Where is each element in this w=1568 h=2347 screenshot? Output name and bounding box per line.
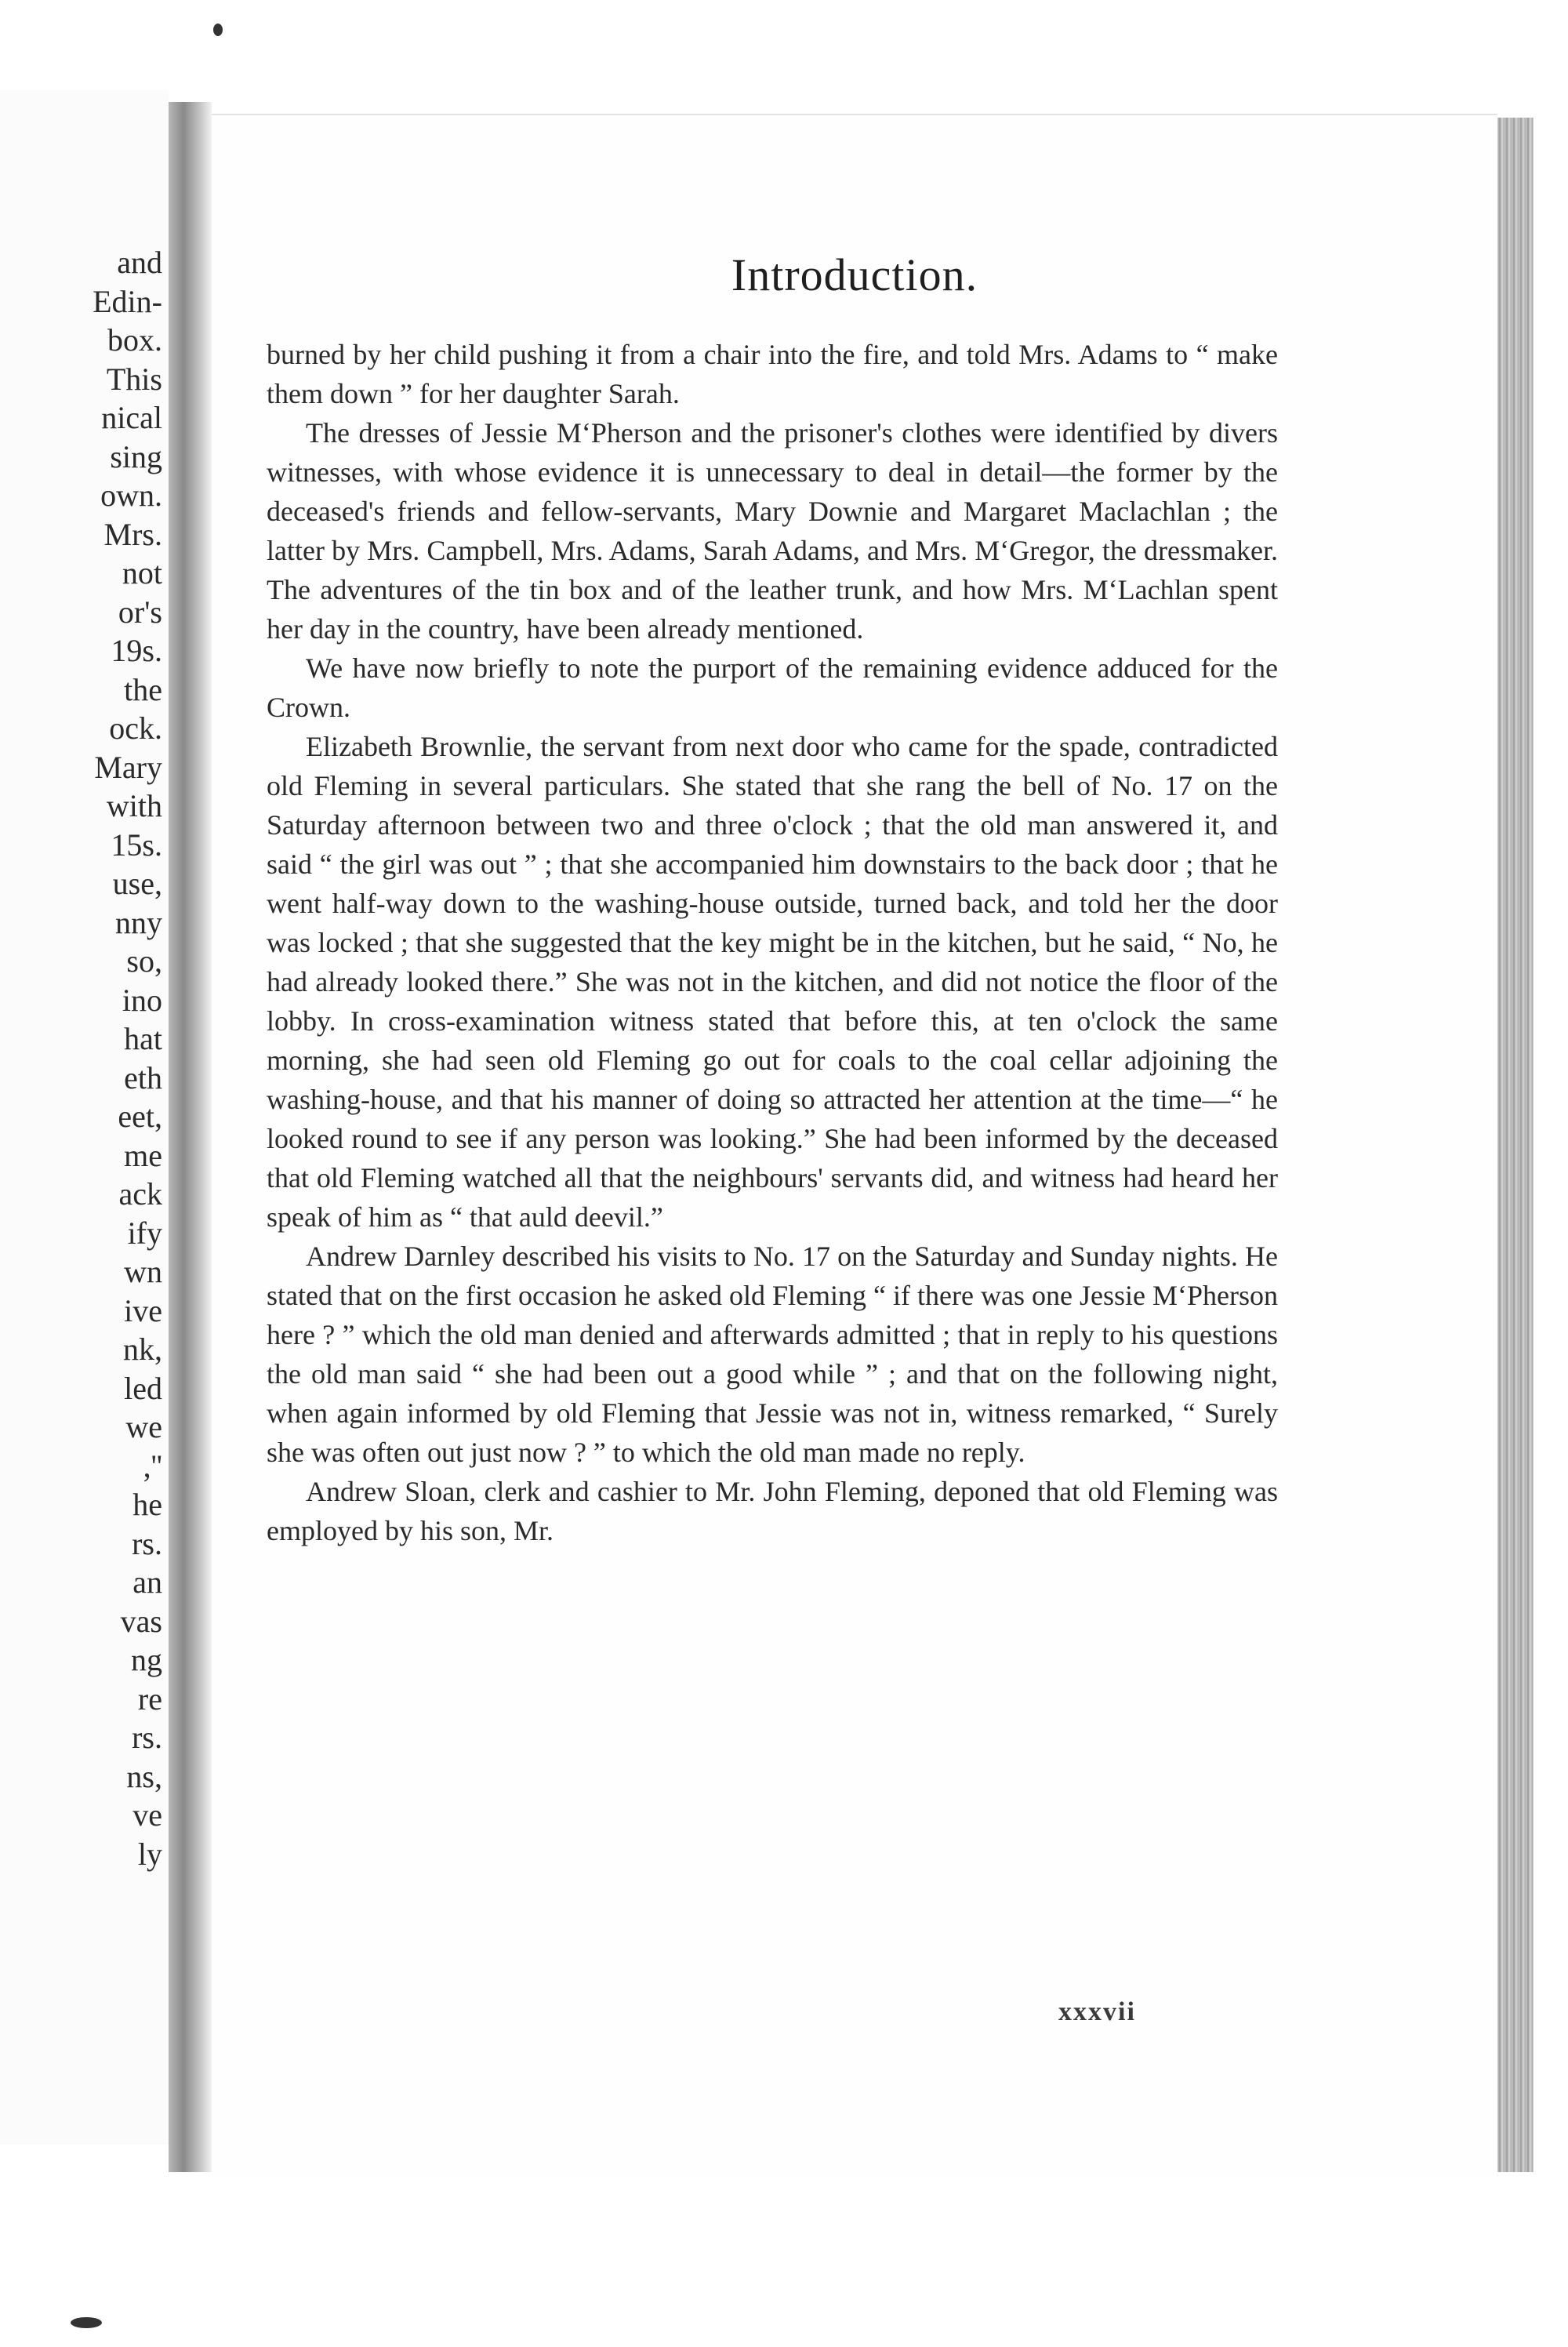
facing-page-line: me — [124, 1137, 162, 1173]
paragraph: Andrew Darnley described his visits to No. 17 on the Saturday and Sunday nights. He stated that on the first occasion he asked old Fleming “ if there was one Jessie M‘Pherson here ? ” which the old man denied and afterwards admitted ; that in reply to his questions the old man said “ she had been out a good while ” ; and that on the following night, when again informed by old Fleming that Jessie was not in, witness remarked, “ Surely she was often out just now ? ” to which the old man made no reply. — [267, 1241, 1278, 1468]
facing-page-line: Edin- — [93, 283, 162, 319]
scan-speck — [213, 24, 223, 36]
facing-page-line: ify — [127, 1215, 162, 1251]
facing-page-line: rs. — [132, 1720, 162, 1755]
facing-page-line: or's — [118, 594, 162, 630]
facing-page-line: not — [122, 555, 162, 590]
facing-page-line: wn — [124, 1254, 162, 1289]
book-gutter-shadow — [169, 102, 212, 2172]
facing-page-line: 19s. — [111, 633, 162, 668]
facing-page-line: ng — [131, 1642, 162, 1677]
paragraph: We have now briefly to note the purport of the remaining evidence adduced for the Crown. — [267, 652, 1278, 723]
book-fore-edge — [1497, 118, 1534, 2172]
facing-page-line: ly — [137, 1836, 162, 1872]
paragraph: Andrew Sloan, clerk and cashier to Mr. John Fleming, deponed that old Fleming was employed by his son, Mr. — [267, 1476, 1278, 1546]
scan-speck — [71, 2317, 102, 2328]
facing-page-line: vas — [120, 1603, 162, 1639]
facing-page-line: led — [124, 1370, 162, 1406]
facing-page-line: ns, — [126, 1758, 162, 1794]
facing-page-line: ock. — [109, 710, 162, 746]
facing-page-line: use, — [112, 866, 162, 901]
facing-page-line: ve — [132, 1797, 162, 1833]
facing-page-line: hat — [124, 1021, 162, 1056]
facing-page-line: eth — [124, 1059, 162, 1095]
paragraph: Elizabeth Brownlie, the servant from next door who came for the spade, contradicted old Fleming in several particulars. She stated that she rang the bell of No. 17 on the Saturday afternoon between two and three o'clock ; that the old man answered it, and said “ the girl was out ” ; that she accompanied him downstairs to the back door ; that he went half-way down to the washing-house outside, turned back, and told her the door was locked ; that she suggested that the key might be in the kitchen, but he said, “ No, he had already looked there.” She was not in the kitchen, and did not notice the floor of the lobby. In cross-examination witness stated that before this, at ten o'clock the same morning, she had seen old Fleming go out for coals to the coal cellar adjoining the washing-house, and that his manner of doing so attracted her attention at the time—“ he looked round to see if any person was looking.” She had been informed by the deceased that old Fleming watched all that the neighbours' servants did, and witness had heard her speak of him as “ that auld deevil.” — [267, 731, 1278, 1233]
facing-page-line: ack — [118, 1176, 162, 1212]
page-number: xxxvii — [1058, 1997, 1136, 2026]
facing-page-line: box. — [107, 322, 162, 358]
book-page — [212, 114, 1497, 2178]
facing-page-line: nical — [101, 400, 162, 435]
facing-page-line: an — [132, 1564, 162, 1600]
facing-page-line: 15s. — [111, 827, 162, 863]
facing-page-line: own. — [100, 478, 162, 513]
facing-page-line: so, — [126, 943, 162, 979]
facing-page-line: re — [137, 1680, 162, 1717]
facing-page-line: he — [132, 1487, 162, 1522]
facing-page-line: nk, — [123, 1332, 162, 1367]
running-head: Introduction. — [731, 249, 978, 300]
facing-page-line: ,'' — [143, 1448, 162, 1484]
paragraph: The dresses of Jessie M‘Pherson and the prisoner's clothes were identified by divers witnesses, with whose evidence it is unnecessary to deal in detail—the former by the deceased's friends and fellow-servants, Mary Downie and Margaret Maclachlan ; the latter by Mrs. Campbell, Mrs. Adams, Sarah Adams, and Mrs. M‘Gregor, the dressmaker. The adventures of the tin box and of the leather trunk, and how Mrs. M‘Lachlan spent her day in the country, have been already mentioned. — [267, 417, 1278, 645]
facing-page-line: sing — [110, 438, 162, 474]
facing-page-line: rs. — [132, 1525, 162, 1561]
paragraph: burned by her child pushing it from a chair into the fire, and told Mrs. Adams to “ make them down ” for her daughter Sarah. — [267, 339, 1278, 409]
facing-page-line: and — [117, 245, 162, 280]
body-text — [267, 335, 1278, 1550]
facing-page-line: Mrs. — [103, 516, 162, 552]
facing-page-line: eet, — [118, 1099, 162, 1134]
facing-page-line: we — [125, 1409, 162, 1444]
facing-page-line: with — [106, 788, 162, 823]
facing-page-line: ive — [124, 1292, 162, 1328]
facing-page-line: nny — [115, 904, 162, 940]
facing-page-edge — [0, 90, 169, 2145]
facing-page-line: This — [106, 361, 162, 397]
facing-page-line: the — [124, 671, 162, 707]
facing-page-line: ino — [122, 982, 162, 1018]
facing-page-line: Mary — [94, 749, 162, 785]
